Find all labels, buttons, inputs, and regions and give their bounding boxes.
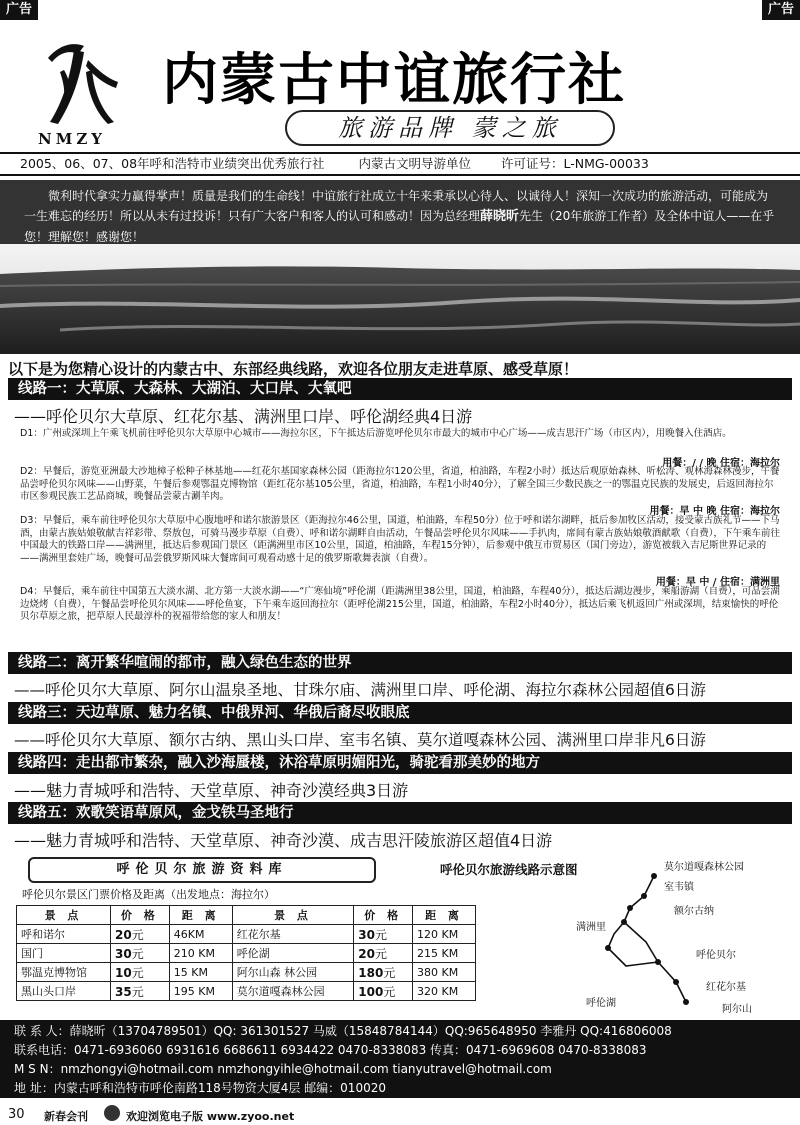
contact-msn: M S N：nmzhongyi@hotmail.com nmzhongyihle@hotmail.com tianyutravel@hotmail.com — [14, 1062, 552, 1076]
route1-subtitle: ——呼伦贝尔大草原、红花尔基、满洲里口岸、呼伦湖经典4日游 — [14, 407, 473, 426]
table-row: 黑山头口岸 35元 195 KM 莫尔道嘎森林公园 100元 320 KM — [17, 982, 476, 1001]
route4-bar: 线路四：走出都市繁杂，融入沙海蜃楼，沐浴草原明媚阳光，骑驼看那美妙的地方 — [8, 752, 792, 774]
map-node — [641, 893, 647, 899]
route1-bar: 线路一：大草原、大森林、大湖泊、大口岸、大氧吧 — [8, 378, 792, 400]
contact-address: 地 址：内蒙古呼和浩特市呼伦南路118号物资大厦4层 邮编：010020 — [14, 1081, 386, 1095]
ad-tag-right: 广告 — [762, 0, 800, 20]
route1-day2: D2：早餐后，游览亚洲最大沙地樟子松种子林基地——红花尔基国家森林公园（距海拉尔120公里，省道，柏油路，车程2小时）抵达后观原始森林、听松涛、观林海森林漫步，午餐品尝呼伦贝尔风味——山野菜，午餐后参观鄂温克博物馆（距红花尔基105公里，省道，柏油路，车程1小时40分），了解全国三少数民族之一的鄂温克民族的发展史，后返回海拉尔市区参观民族工艺品商城，晚餐品尝蒙古涮羊肉。 — [20, 466, 780, 502]
col-header: 价 格 — [354, 906, 413, 925]
contact-phones: 联系电话：0471-6936060 6931616 6686611 6934422 0470-8338083 传真：0471-6969608 0470-8338083 — [14, 1043, 647, 1057]
contact-block — [0, 1020, 800, 1098]
route-map — [566, 856, 796, 1016]
map-label-manzhouli: 满洲里 — [576, 922, 606, 933]
route1-day3: D3：早餐后，乘车前往呼伦贝尔大草原中心腹地呼和诺尔旅游景区（距海拉尔46公里，国道，柏油路，车程50分）位于呼和诺尔湖畔，抵后参加牧区活动，接受蒙古族礼节——下马酒，由蒙古族姑娘敬献吉祥彩带、祭敖包，可骑马漫步草原（自费）、呼和诺尔湖畔自由活动，午餐品尝呼伦贝尔风味——手扒肉，席间有蒙古族姑娘敬酒献歌（自费），下午乘车前往中国最大的铁路口岸——满洲里，抵达后参观国门景区（距满洲里市区10公里，国道，柏油路，车程15分钟），后参观中俄互市贸易区（国门旁边），游览被载入吉尼斯世界记录的——满洲里套娃广场，晚餐可品尝俄罗斯风味大餐席间可观看动感十足的俄罗斯歌舞表演（自费）。 — [20, 515, 781, 564]
table-row: 鄂温克博物馆 10元 15 KM 阿尔山森 林公园 180元 380 KM — [17, 963, 476, 982]
col-header: 景 点 — [17, 906, 111, 925]
route3-subtitle: ——呼伦贝尔大草原、额尔古纳、黑山头口岸、室韦名镇、莫尔道嘎森林公园、满洲里口岸非凡6日游 — [14, 731, 706, 749]
map-node — [605, 945, 611, 951]
map-label-hulunhu: 呼伦湖 — [586, 998, 616, 1009]
contact-persons: 联 系 人：薛晓昕（13704789501）QQ: 361301527 马威（15848784144）QQ:965648950 李雅丹 QQ:416806008 — [14, 1024, 672, 1038]
zyoo-logo-icon — [104, 1105, 120, 1121]
route2-subtitle: ——呼伦贝尔大草原、阿尔山温泉圣地、甘珠尔庙、满洲里口岸、呼伦湖、海拉尔森林公园超值6日游 — [14, 681, 706, 699]
map-label-shiwei: 室韦镇 — [664, 882, 694, 893]
brand-abbr: NMZY — [38, 130, 106, 148]
route5-bar: 线路五：欢歌笑语草原风，金戈铁马圣地行 — [8, 802, 792, 824]
map-label-aershan: 阿尔山 — [722, 1004, 752, 1015]
route1-day3-meal: 用餐：早 中 / 住宿：满洲里 — [655, 577, 780, 588]
issue-label: 新春会刊 — [44, 1110, 88, 1123]
route1-day1: D1：广州或深圳上午乘飞机前往呼伦贝尔大草原中心城市——海拉尔区，下午抵达后游览呼伦贝尔市最大的城市中心广场——成吉思汗广场（市区内），用晚餐入住酒店。 — [20, 428, 732, 439]
map-label-eerguna: 额尔古纳 — [674, 906, 714, 917]
table-row: 呼和诺尔 20元 46KM 红花尔基 30元 120 KM — [17, 925, 476, 944]
route1-day1-meal: 用餐：/ / 晚 住宿：海拉尔 — [662, 458, 780, 469]
license-text: 许可证号：L-NMG-00033 — [500, 156, 649, 171]
map-node — [627, 905, 633, 911]
route1-day2-meal: 用餐：早 中 晚 住宿：海拉尔 — [649, 506, 780, 517]
route4-subtitle: ——魅力青城呼和浩特、天堂草原、神奇沙漠经典3日游 — [14, 781, 409, 800]
award-text: 2005、06、07、08年呼和浩特市业绩突出优秀旅行社 — [20, 156, 325, 171]
civil-text: 内蒙古文明导游单位 — [358, 156, 472, 171]
map-node — [673, 979, 679, 985]
grassland-photo — [0, 244, 800, 354]
brand-slogan: 旅游品牌 蒙之旅 — [285, 110, 615, 146]
map-node — [655, 959, 661, 965]
website-link[interactable]: 欢迎浏览电子版 www.zyoo.net — [126, 1110, 295, 1123]
page-footer — [0, 1103, 800, 1125]
price-table-caption: 呼伦贝尔景区门票价格及距离（出发地点：海拉尔） — [22, 888, 275, 901]
ad-tag-left: 广告 — [0, 0, 38, 20]
col-header: 景 点 — [232, 906, 354, 925]
col-header: 距 离 — [169, 906, 232, 925]
route3-bar: 线路三：天边草原、魅力名镇、中俄界河、华俄后裔尽收眼底 — [8, 702, 792, 724]
manager-name: 薛晓昕 — [480, 209, 520, 224]
route5-subtitle: ——魅力青城呼和浩特、天堂草原、神奇沙漠、成吉思汗陵旅游区超值4日游 — [14, 831, 553, 850]
database-title: 呼伦贝尔旅游资料库 — [28, 857, 376, 883]
map-label-honghuaerji: 红花尔基 — [706, 982, 746, 993]
map-label-modaoga: 莫尔道嘎森林公园 — [664, 862, 744, 873]
map-node — [621, 919, 627, 925]
table-header-row — [17, 906, 476, 925]
map-node — [651, 873, 657, 879]
map-node — [683, 999, 689, 1005]
col-header: 价 格 — [111, 906, 170, 925]
credentials-line — [0, 152, 800, 176]
route-map-title: 呼伦贝尔旅游线路示意图 — [440, 862, 578, 877]
routes-headline: 以下是为您精心设计的内蒙古中、东部经典线路，欢迎各位朋友走进草原、感受草原！ — [8, 360, 579, 378]
route1-day4: D4：早餐后，乘车前往中国第五大淡水湖、北方第一大淡水湖——“广寒仙境”呼伦湖（距满洲里38公里，国道，柏油路，车程40分），抵达后湖边漫步，乘船游湖（自费），可品尝湖边烧烤（自费），午餐品尝呼伦贝尔风味——呼伦鱼宴，下午乘车返回海拉尔（距呼伦湖215公里，国道，柏油路，车程2小时40分），抵达后乘飞机返回广州或深圳，结束愉快的呼伦贝尔草原之旅，把草原人民最淳朴的祝福带给您的家人和朋友！ — [20, 586, 780, 622]
map-label-hulunbeier: 呼伦贝尔 — [696, 950, 736, 961]
brand-title: 内蒙古中谊旅行社 — [162, 48, 626, 113]
price-table — [16, 905, 476, 1001]
table-row: 国门 30元 210 KM 呼伦湖 20元 215 KM — [17, 944, 476, 963]
nmzy-logo-icon — [30, 30, 130, 130]
col-header: 距 离 — [413, 906, 476, 925]
intro-paragraph: 微利时代拿实力赢得掌声！质量是我们的生命线！中谊旅行社成立十年来秉承以心待人、以诚待人！深知一次成功的旅游活动，可能成为一生难忘的经历！所以从未有过投诉！只有广大客户和客人的认可和感动！因为总经理薛晓昕先生（20年旅游工作者）及全体中谊人——在乎您！理解您！感谢您！ — [0, 180, 800, 244]
page-number: 30 — [8, 1107, 25, 1122]
route2-bar: 线路二：离开繁华喧闹的都市，融入绿色生态的世界 — [8, 652, 792, 674]
